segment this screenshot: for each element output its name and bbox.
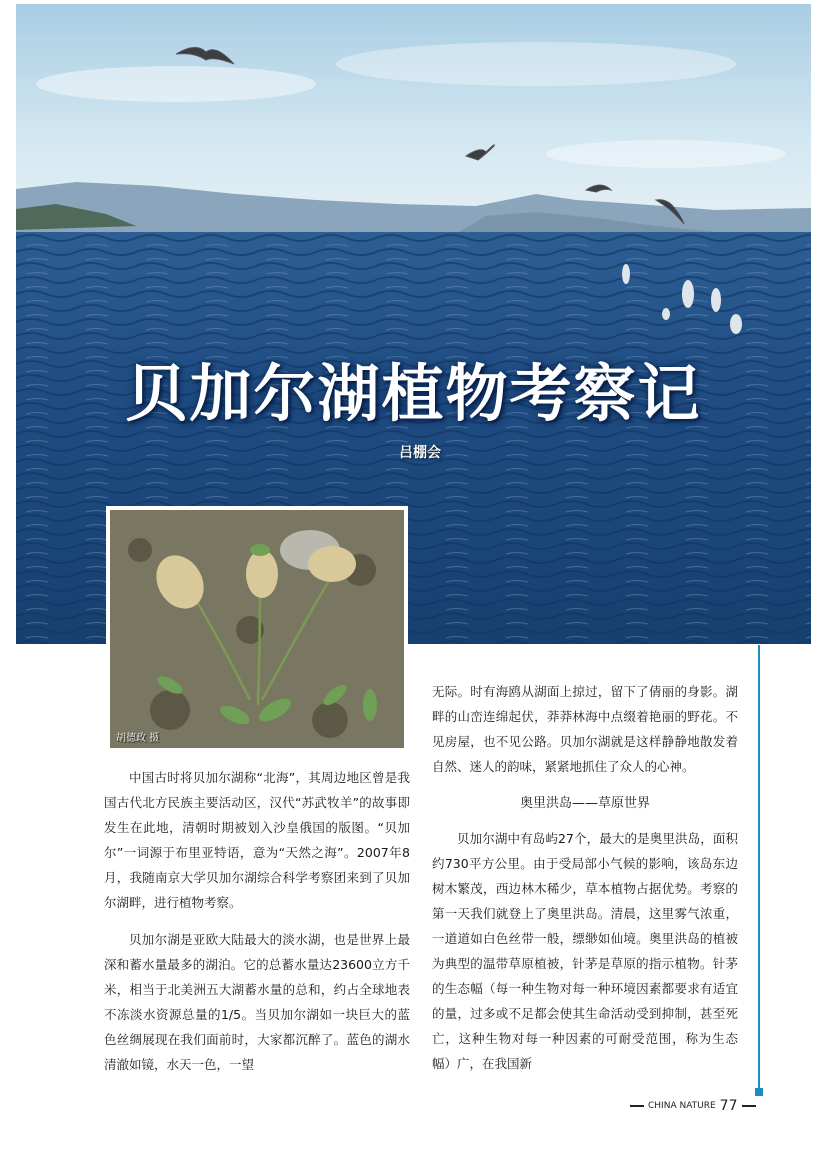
paragraph: 无际。时有海鸥从湖面上掠过，留下了倩丽的身影。湖畔的山峦连绵起伏，莽莽林海中点缀着艳丽的野花。不见房屋，也不见公路。贝加尔湖就是这样静静地散发着自然、迷人的韵味，紧紧地抓住了众人的心神。 (432, 684, 738, 774)
paragraph: 贝加尔湖中有岛屿27个，最大的是奥里洪岛，面积约730平方公里。由于受局部小气候的影响，该岛东边树木繁茂，西边林木稀少，草本植物占据优势。考察的第一天我们就登上了奥里洪岛。清晨，这里雾气浓重，一道道如白色丝带一般，缥缈如仙境。奥里洪岛的植被为典型的温带草原植被，针茅是草原的指示植物。针茅的生态幅（每一种生物对每一种环境因素都要求有适宜的量，过多或不足都会使其生命活动受到抑制，甚至死亡，这种生物对每一种因素的可耐受范围，称为生态幅）广，在我国新 (432, 831, 738, 1071)
magazine-name: CHINA NATURE (648, 1101, 716, 1111)
article-title: 贝加尔湖植物考察记 (125, 357, 702, 430)
plant-photo-frame (106, 506, 408, 752)
page-footer (630, 1098, 756, 1114)
page-number: 77 (719, 1098, 738, 1114)
photo-credit: 胡德政 摄 (116, 733, 160, 744)
paragraph: 中国古时将贝加尔湖称“北海”，其周边地区曾是我国古代北方民族主要活动区，汉代“苏武牧羊”的故事即发生在此地，清朝时期被划入沙皇俄国的版图。“贝加尔”一词源于布里亚特语，意为“天然之海”。2007年8月，我随南京大学贝加尔湖综合科学考察团来到了贝加尔湖畔，进行植物考察。 (104, 770, 410, 910)
section-heading: 奥里洪岛——草原世界 (519, 796, 650, 811)
paragraph: 贝加尔湖是亚欧大陆最大的淡水湖，也是世界上最深和蓄水量最多的湖泊。它的总蓄水量达23600立方千米，相当于北美洲五大湖蓄水量的总和，约占全球地表不冻淡水资源总量的1/5。当贝加尔湖如一块巨大的蓝色丝绸展现在我们面前时，大家都沉醉了。蓝色的湖水清澈如镜，水天一色，一望 (104, 932, 410, 1072)
footer-dash (742, 1105, 756, 1107)
accent-rule-end (755, 1088, 763, 1096)
clover-plant-image (110, 510, 404, 748)
accent-rule (758, 645, 760, 1093)
text-column-right (432, 679, 738, 1076)
text-column-left (104, 765, 410, 1077)
footer-dash (630, 1105, 644, 1107)
author-name: 吕棚会 (399, 445, 441, 461)
